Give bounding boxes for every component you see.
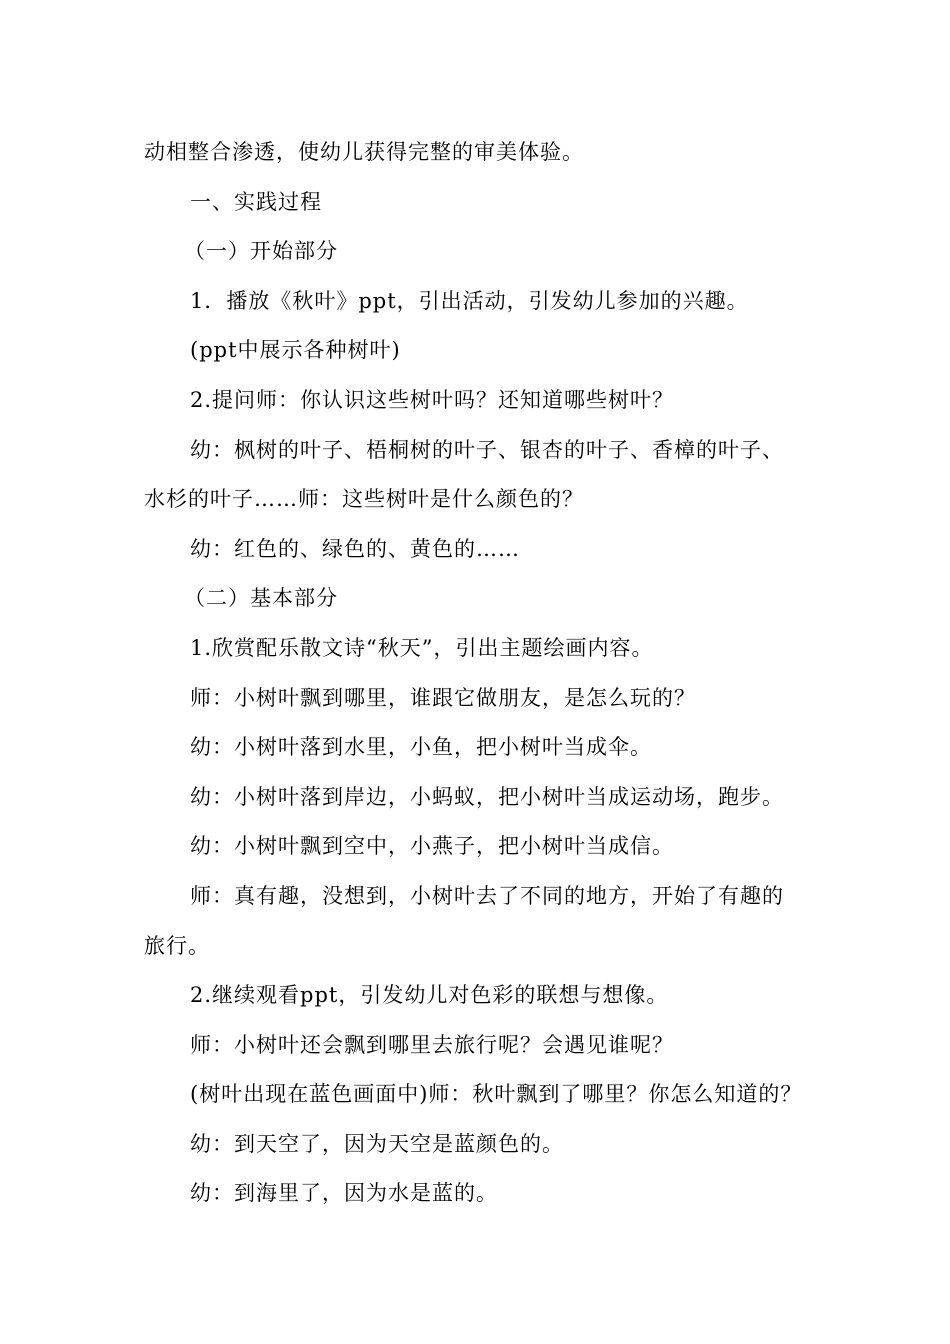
text-line: 幼：红色的、绿色的、黄色的……	[190, 536, 520, 561]
body-text	[144, 128, 816, 1219]
text-line: (ppt中展示各种树叶)	[190, 338, 401, 363]
text-line: 幼：枫树的叶子、梧桐树的叶子、银杏的叶子、香樟的叶子、	[190, 437, 784, 462]
section-heading: 一、实践过程	[190, 189, 322, 214]
subsection-heading: （一）开始部分	[184, 239, 338, 264]
subsection-heading: （二）基本部分	[184, 586, 338, 611]
text-line: 幼：到海里了，因为水是蓝的。	[190, 1181, 498, 1206]
text-line: (树叶出现在蓝色画面中)师：秋叶飘到了哪里？你怎么知道的？	[190, 1082, 803, 1107]
text-line: 幼：小树叶落到岸边，小蚂蚁，把小树叶当成运动场，跑步。	[190, 784, 784, 809]
text-line: 幼：小树叶落到水里，小鱼，把小树叶当成伞。	[190, 735, 652, 760]
text-line: 旅行。	[144, 933, 210, 958]
text-line: 幼：小树叶飘到空中，小燕子，把小树叶当成信。	[190, 834, 674, 859]
text-line: 1.欣赏配乐散文诗“秋天”，引出主题绘画内容。	[190, 635, 654, 660]
text-line: 幼：到天空了，因为天空是蓝颜色的。	[190, 1131, 564, 1156]
text-line: 动相整合渗透，使幼儿获得完整的审美体验。	[144, 140, 584, 164]
text-line: 水杉的叶子……师：这些树叶是什么颜色的？	[144, 487, 584, 512]
text-line: 2.提问师：你认识这些树叶吗？还知道哪些树叶？	[190, 387, 675, 412]
text-line: 师：小树叶还会飘到哪里去旅行呢？会遇见谁呢？	[190, 1032, 674, 1057]
text-line: 师：真有趣，没想到，小树叶去了不同的地方，开始了有趣的	[190, 883, 784, 908]
text-line: 师：小树叶飘到哪里，谁跟它做朋友，是怎么玩的？	[190, 685, 696, 710]
text-line: 2.继续观看ppt，引发幼儿对色彩的联想与想像。	[190, 983, 669, 1008]
text-line: 1．播放《秋叶》ppt，引出活动，引发幼儿参加的兴趣。	[190, 288, 749, 313]
